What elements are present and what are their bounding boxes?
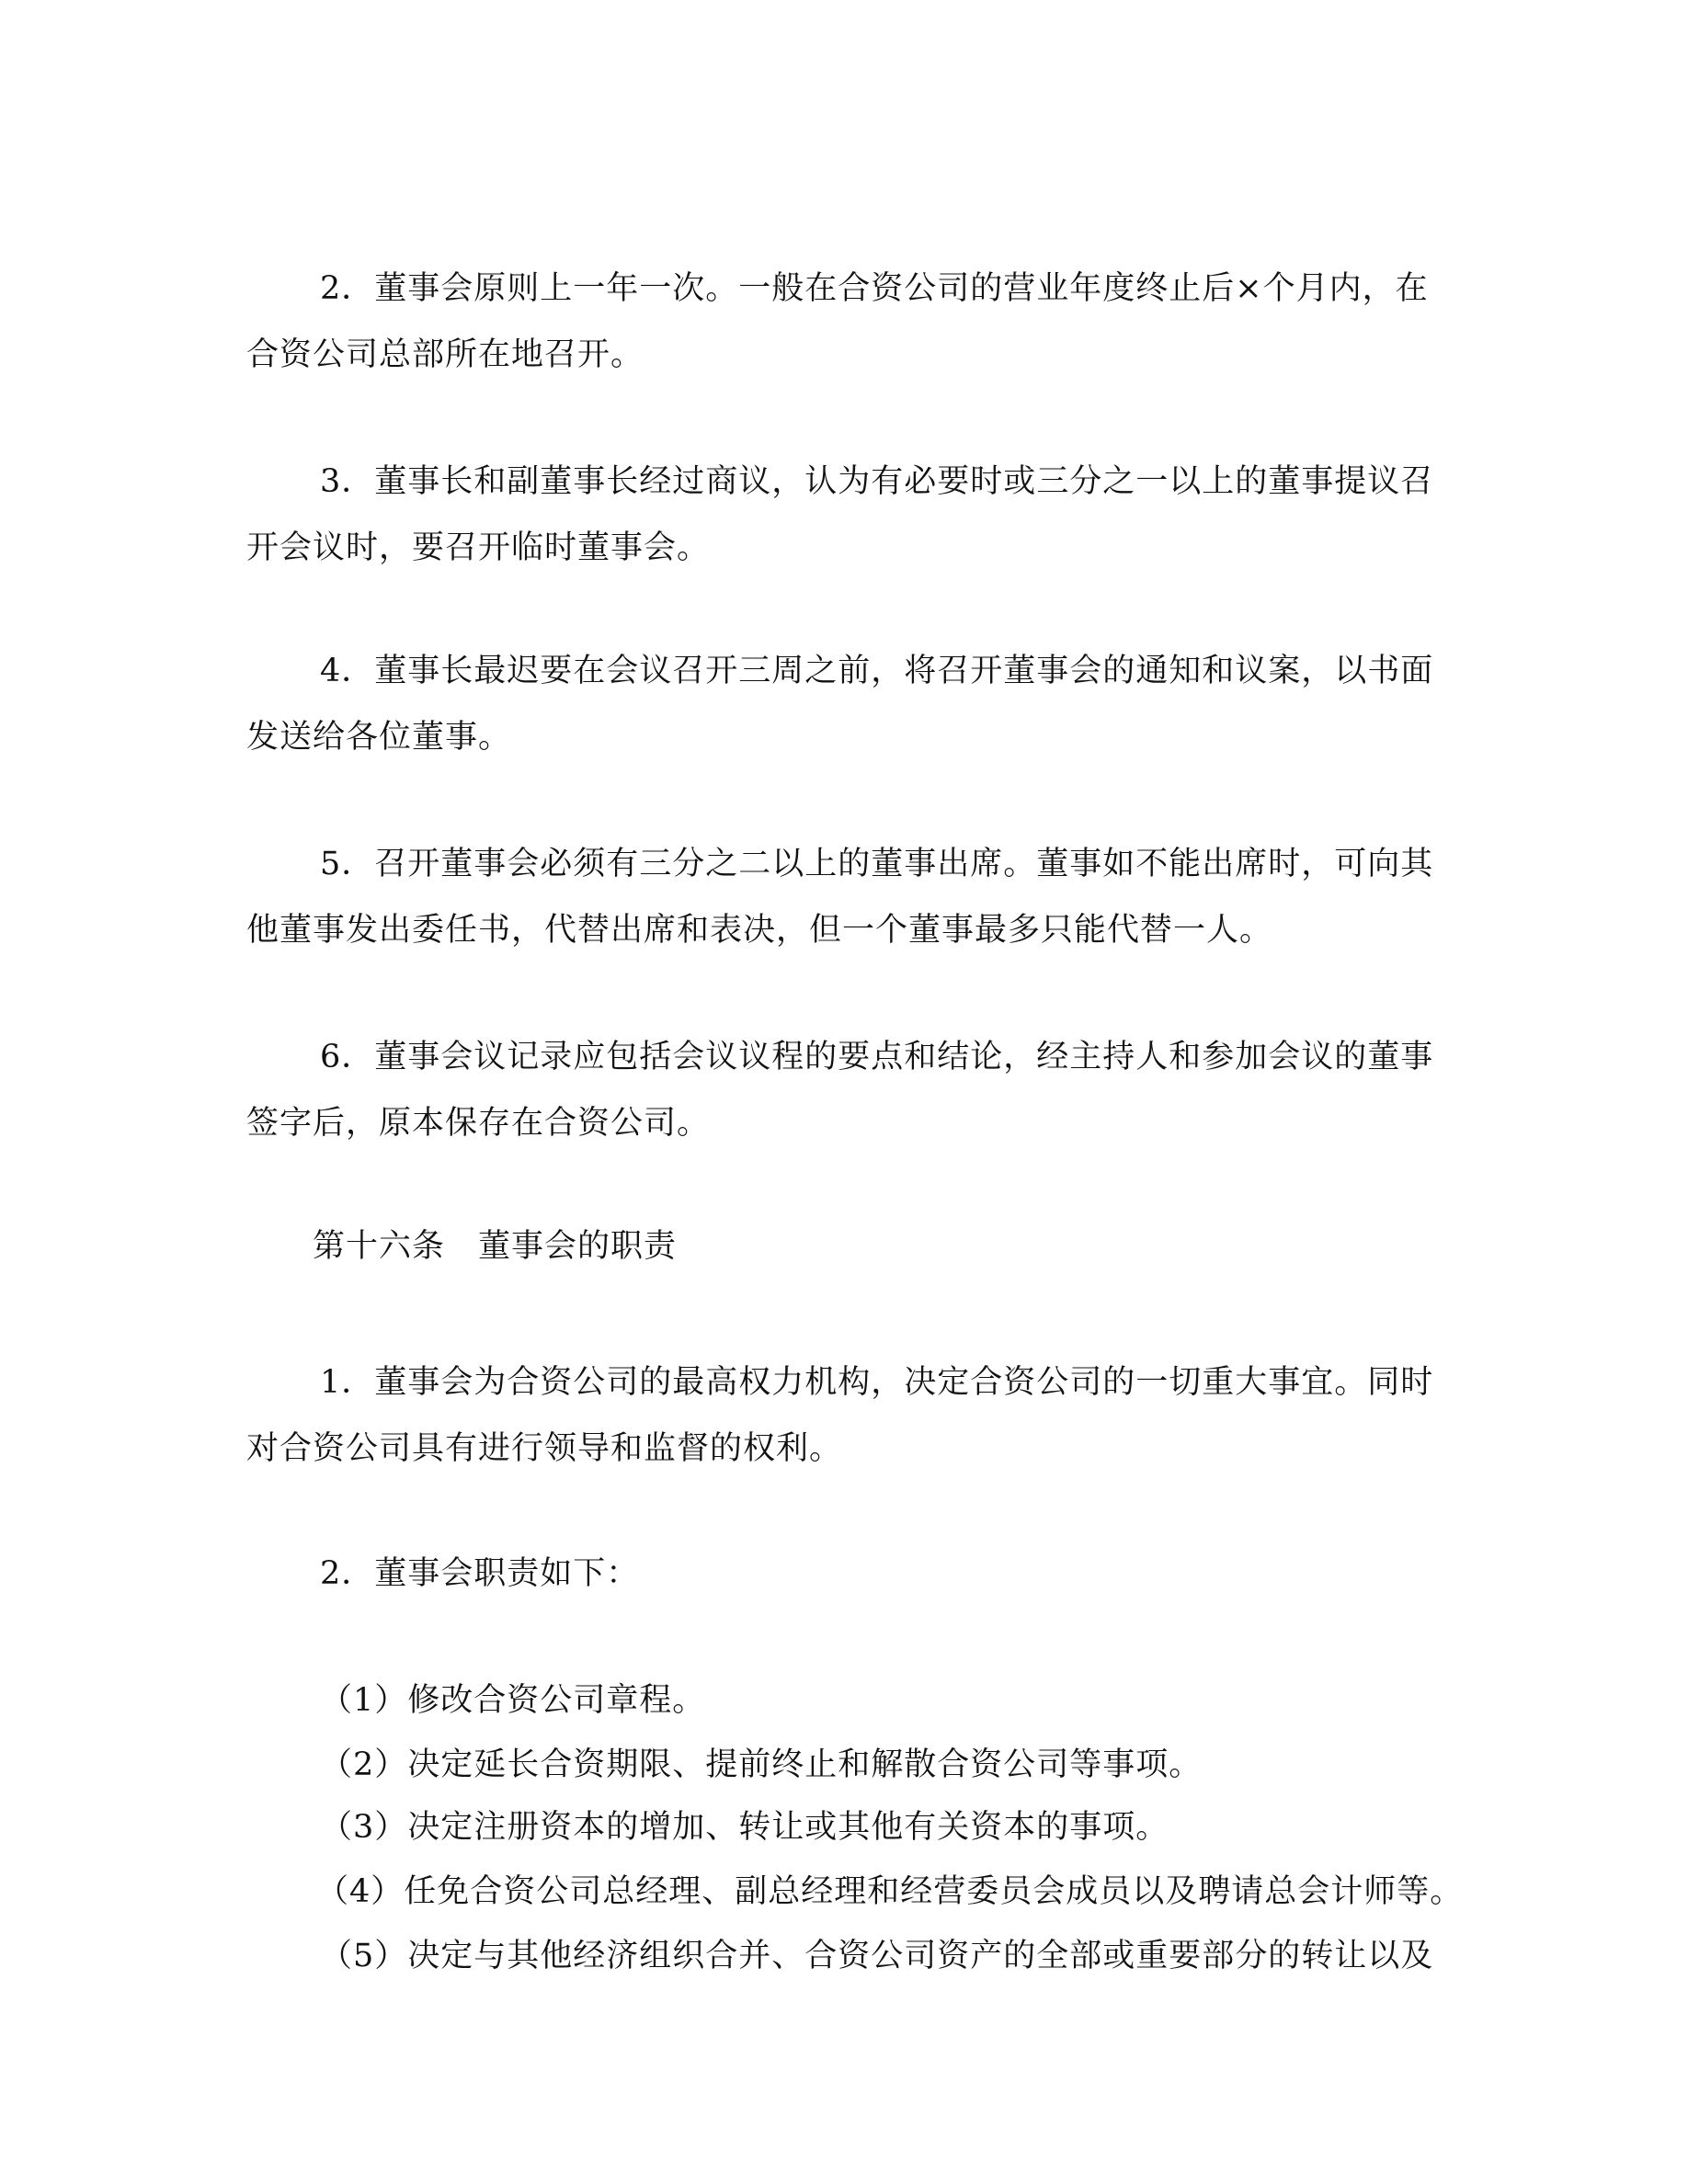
clause-5-line-2: 他董事发出委任书，代替出席和表决，但一个董事最多只能代替一人。 bbox=[246, 912, 1273, 949]
clause-2-line-1: 2．董事会原则上一年一次。一般在合资公司的营业年度终止后×个月内，在 bbox=[320, 270, 1429, 307]
article16-clause-1-line-2: 对合资公司具有进行领导和监督的权利。 bbox=[246, 1430, 843, 1467]
clause-2-line-2: 合资公司总部所在地召开。 bbox=[246, 336, 644, 373]
article16-clause-1-line-1: 1．董事会为合资公司的最高权力机构，决定合资公司的一切重大事宜。同时 bbox=[320, 1364, 1434, 1401]
clause-3-line-1: 3．董事长和副董事长经过商议，认为有必要时或三分之一以上的董事提议召 bbox=[320, 463, 1434, 500]
clause-5-line-1: 5．召开董事会必须有三分之二以上的董事出席。董事如不能出席时，可向其 bbox=[320, 846, 1434, 882]
duty-item-3: （3）决定注册资本的增加、转让或其他有关资本的事项。 bbox=[320, 1809, 1169, 1846]
clause-3-line-2: 开会议时，要召开临时董事会。 bbox=[246, 529, 711, 566]
article-heading: 第十六条 董事会的职责 bbox=[313, 1228, 678, 1265]
clause-6-line-2: 签字后，原本保存在合资公司。 bbox=[246, 1105, 711, 1142]
duty-item-1: （1）修改合资公司章程。 bbox=[320, 1682, 706, 1719]
clause-4-line-1: 4．董事长最迟要在会议召开三周之前，将召开董事会的通知和议案，以书面 bbox=[320, 653, 1434, 689]
duty-item-2: （2）决定延长合资期限、提前终止和解散合资公司等事项。 bbox=[320, 1746, 1203, 1783]
clause-6-line-1: 6．董事会议记录应包括会议议程的要点和结论，经主持人和参加会议的董事 bbox=[320, 1039, 1434, 1075]
duty-item-5: （5）决定与其他经济组织合并、合资公司资产的全部或重要部分的转让以及 bbox=[320, 1938, 1434, 1974]
duties-intro: 2．董事会职责如下： bbox=[320, 1555, 640, 1592]
clause-4-line-2: 发送给各位董事。 bbox=[246, 719, 512, 756]
duty-item-4: （4）任免合资公司总经理、副总经理和经营委员会成员以及聘请总会计师等。 bbox=[316, 1873, 1464, 1910]
